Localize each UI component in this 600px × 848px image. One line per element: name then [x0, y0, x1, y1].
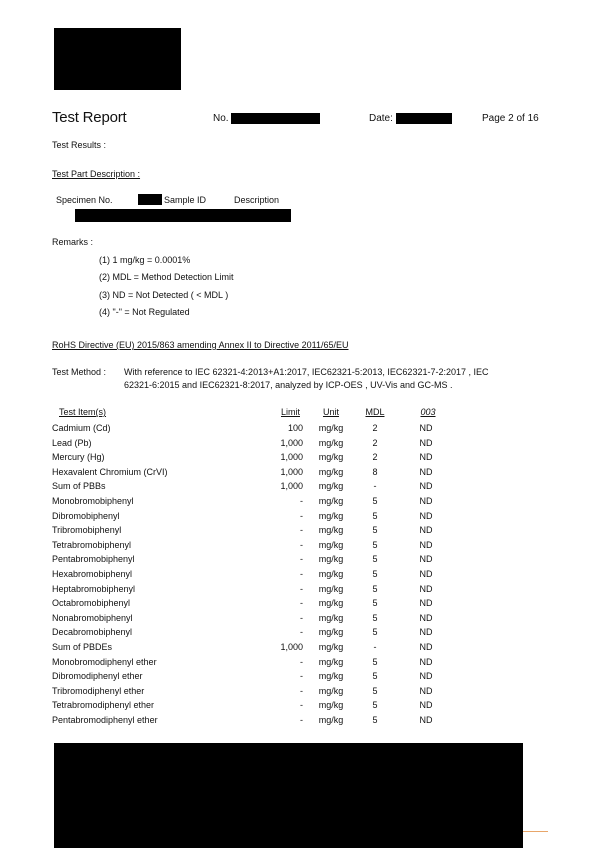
- table-row: [0, 481, 600, 495]
- result-cell: ND: [419, 496, 433, 506]
- remark-item: (3) ND = Not Detected ( < MDL ): [99, 290, 229, 300]
- unit-cell: mg/kg: [318, 583, 344, 594]
- test-item-header: Test Item(s): [59, 407, 107, 417]
- mdl-cell: 5: [372, 569, 378, 579]
- result-cell: ND: [419, 437, 433, 448]
- test-item-cell: Monobromobiphenyl: [52, 496, 134, 506]
- sample-id-header: Sample ID: [164, 195, 207, 205]
- table-row: [0, 496, 600, 510]
- limit-cell: 1,000: [280, 642, 303, 652]
- limit-cell: -: [300, 525, 303, 536]
- test-item-cell: Monobromodiphenyl ether: [52, 656, 157, 667]
- result-cell: ND: [419, 656, 433, 667]
- mdl-cell: 5: [372, 583, 378, 594]
- test-item-cell: Tetrabromodiphenyl ether: [52, 700, 155, 711]
- result-cell: ND: [419, 510, 433, 521]
- test-item-cell: Sum of PBBs: [52, 481, 106, 492]
- result-cell: ND: [419, 423, 433, 433]
- unit-cell: mg/kg: [318, 423, 344, 433]
- test-part-description-label: Test Part Description :: [52, 169, 141, 179]
- test-item-cell: Octabromobiphenyl: [52, 598, 131, 609]
- table-row: [0, 715, 600, 729]
- limit-cell: 100: [287, 423, 303, 433]
- result-cell: ND: [419, 525, 433, 536]
- redacted-footer: [54, 743, 523, 848]
- result-cell: ND: [419, 715, 433, 725]
- test-item-cell: Tribromodiphenyl ether: [52, 685, 145, 696]
- test-item-cell: Hexabromobiphenyl: [52, 569, 133, 579]
- limit-cell: -: [300, 627, 303, 638]
- table-row: [0, 700, 600, 714]
- mdl-cell: 5: [372, 671, 378, 682]
- unit-cell: mg/kg: [318, 466, 344, 477]
- mdl-header: MDL: [365, 407, 385, 417]
- unit-cell: mg/kg: [318, 642, 344, 652]
- mdl-cell: 5: [372, 510, 378, 521]
- table-row: [0, 511, 600, 525]
- specimen-no-header: Specimen No.: [56, 195, 113, 205]
- limit-cell: -: [300, 612, 303, 623]
- table-row: [0, 584, 600, 598]
- limit-cell: -: [300, 510, 303, 521]
- table-row: [0, 627, 600, 641]
- limit-cell: -: [300, 554, 303, 565]
- limit-cell: -: [300, 583, 303, 594]
- mdl-cell: 2: [372, 437, 378, 448]
- limit-cell: -: [300, 671, 303, 682]
- report-number-label: No.: [213, 113, 229, 124]
- result-cell: ND: [419, 700, 433, 711]
- result-cell: ND: [419, 671, 433, 682]
- table-row: [0, 613, 600, 627]
- page-number: Page 2 of 16: [482, 113, 539, 124]
- unit-cell: mg/kg: [318, 525, 344, 536]
- redacted-logo: [54, 28, 181, 90]
- test-method-label: Test Method :: [52, 367, 107, 377]
- unit-cell: mg/kg: [318, 569, 344, 579]
- unit-cell: mg/kg: [318, 671, 344, 682]
- mdl-cell: 5: [372, 627, 378, 638]
- limit-cell: -: [300, 496, 303, 506]
- redacted-specimen-row: [75, 209, 291, 222]
- unit-cell: mg/kg: [318, 656, 344, 667]
- redacted-specimen-no: [138, 194, 162, 205]
- unit-cell: mg/kg: [318, 452, 344, 463]
- result-cell: ND: [419, 539, 433, 550]
- unit-cell: mg/kg: [318, 612, 344, 623]
- result-cell: ND: [419, 452, 433, 463]
- mdl-cell: 2: [372, 423, 378, 433]
- test-method-text: 62321-6:2015 and IEC62321-8:2017, analyzed by ICP-OES , UV-Vis and GC-MS .: [124, 380, 453, 390]
- table-row: [0, 452, 600, 466]
- unit-cell: mg/kg: [318, 554, 344, 565]
- test-results-label: Test Results :: [52, 140, 107, 150]
- result-cell: ND: [419, 466, 433, 477]
- result-cell: ND: [419, 583, 433, 594]
- remark-item: (1) 1 mg/kg = 0.0001%: [99, 255, 191, 265]
- table-row: [0, 569, 600, 583]
- test-item-cell: Heptabromobiphenyl: [52, 583, 136, 594]
- table-row: [0, 540, 600, 554]
- mdl-cell: 5: [372, 715, 378, 725]
- mdl-cell: 5: [372, 598, 378, 609]
- limit-cell: 1,000: [280, 437, 303, 448]
- mdl-cell: 5: [372, 525, 378, 536]
- test-item-cell: Hexavalent Chromium (CrVI): [52, 466, 168, 477]
- unit-cell: mg/kg: [318, 481, 344, 492]
- mdl-cell: 5: [372, 656, 378, 667]
- limit-cell: -: [300, 539, 303, 550]
- unit-cell: mg/kg: [318, 715, 344, 725]
- test-item-cell: Decabromobiphenyl: [52, 627, 133, 638]
- redacted-report-number: [231, 113, 320, 124]
- footer-rule: [523, 831, 548, 832]
- limit-cell: -: [300, 656, 303, 667]
- table-row: [0, 467, 600, 481]
- mdl-cell: -: [373, 642, 377, 652]
- limit-cell: -: [300, 700, 303, 711]
- result-cell: ND: [419, 598, 433, 609]
- description-header: Description: [234, 195, 280, 205]
- result-cell: ND: [419, 685, 433, 696]
- table-row: [0, 657, 600, 671]
- mdl-cell: 5: [372, 700, 378, 711]
- redacted-date: [396, 113, 452, 124]
- result-cell: ND: [419, 569, 433, 579]
- table-row: [0, 525, 600, 539]
- date-label: Date:: [369, 113, 393, 124]
- unit-cell: mg/kg: [318, 539, 344, 550]
- table-row: [0, 686, 600, 700]
- unit-cell: mg/kg: [318, 700, 344, 711]
- result-cell: ND: [419, 554, 433, 565]
- test-item-cell: Pentabromodiphenyl ether: [52, 715, 158, 725]
- test-item-cell: Dibromobiphenyl: [52, 510, 120, 521]
- remark-item: (2) MDL = Method Detection Limit: [99, 272, 234, 282]
- limit-cell: -: [300, 569, 303, 579]
- limit-header: Limit: [280, 407, 300, 417]
- test-method-text: With reference to IEC 62321-4:2013+A1:2017, IEC62321-5:2013, IEC62321-7-2:2017 , IEC: [124, 367, 489, 377]
- test-item-cell: Nonabromobiphenyl: [52, 612, 133, 623]
- table-row: [0, 423, 600, 437]
- mdl-cell: 5: [372, 685, 378, 696]
- unit-cell: mg/kg: [318, 627, 344, 638]
- table-row: [0, 642, 600, 656]
- result-cell: ND: [419, 481, 433, 492]
- results-table-header: [0, 407, 600, 421]
- remark-item: (4) "-" = Not Regulated: [99, 307, 190, 317]
- test-item-cell: Tetrabromobiphenyl: [52, 539, 132, 550]
- test-item-cell: Lead (Pb): [52, 437, 92, 448]
- table-row: [0, 438, 600, 452]
- limit-cell: -: [300, 598, 303, 609]
- table-row: [0, 598, 600, 612]
- remarks-label: Remarks :: [52, 237, 94, 247]
- limit-cell: 1,000: [280, 452, 303, 463]
- sample-header: 003: [420, 407, 436, 417]
- mdl-cell: 2: [372, 452, 378, 463]
- unit-cell: mg/kg: [318, 598, 344, 609]
- limit-cell: 1,000: [280, 466, 303, 477]
- result-cell: ND: [419, 612, 433, 623]
- mdl-cell: 8: [372, 466, 378, 477]
- unit-cell: mg/kg: [318, 510, 344, 521]
- test-item-cell: Tribromobiphenyl: [52, 525, 122, 536]
- unit-cell: mg/kg: [318, 496, 344, 506]
- unit-cell: mg/kg: [318, 685, 344, 696]
- test-item-cell: Dibromodiphenyl ether: [52, 671, 143, 682]
- mdl-cell: -: [373, 481, 377, 492]
- limit-cell: -: [300, 715, 303, 725]
- page-title: Test Report: [52, 109, 127, 126]
- limit-cell: 1,000: [280, 481, 303, 492]
- table-row: [0, 554, 600, 568]
- mdl-cell: 5: [372, 496, 378, 506]
- directive-heading: RoHS Directive (EU) 2015/863 amending Annex II to Directive 2011/65/EU: [52, 340, 349, 350]
- result-cell: ND: [419, 642, 433, 652]
- test-item-cell: Cadmium (Cd): [52, 423, 111, 433]
- unit-header: Unit: [322, 407, 339, 417]
- test-item-cell: Sum of PBDEs: [52, 642, 113, 652]
- test-item-cell: Mercury (Hg): [52, 452, 105, 463]
- test-item-cell: Pentabromobiphenyl: [52, 554, 135, 565]
- unit-cell: mg/kg: [318, 437, 344, 448]
- limit-cell: -: [300, 685, 303, 696]
- mdl-cell: 5: [372, 612, 378, 623]
- table-row: [0, 671, 600, 685]
- mdl-cell: 5: [372, 554, 378, 565]
- result-cell: ND: [419, 627, 433, 638]
- mdl-cell: 5: [372, 539, 378, 550]
